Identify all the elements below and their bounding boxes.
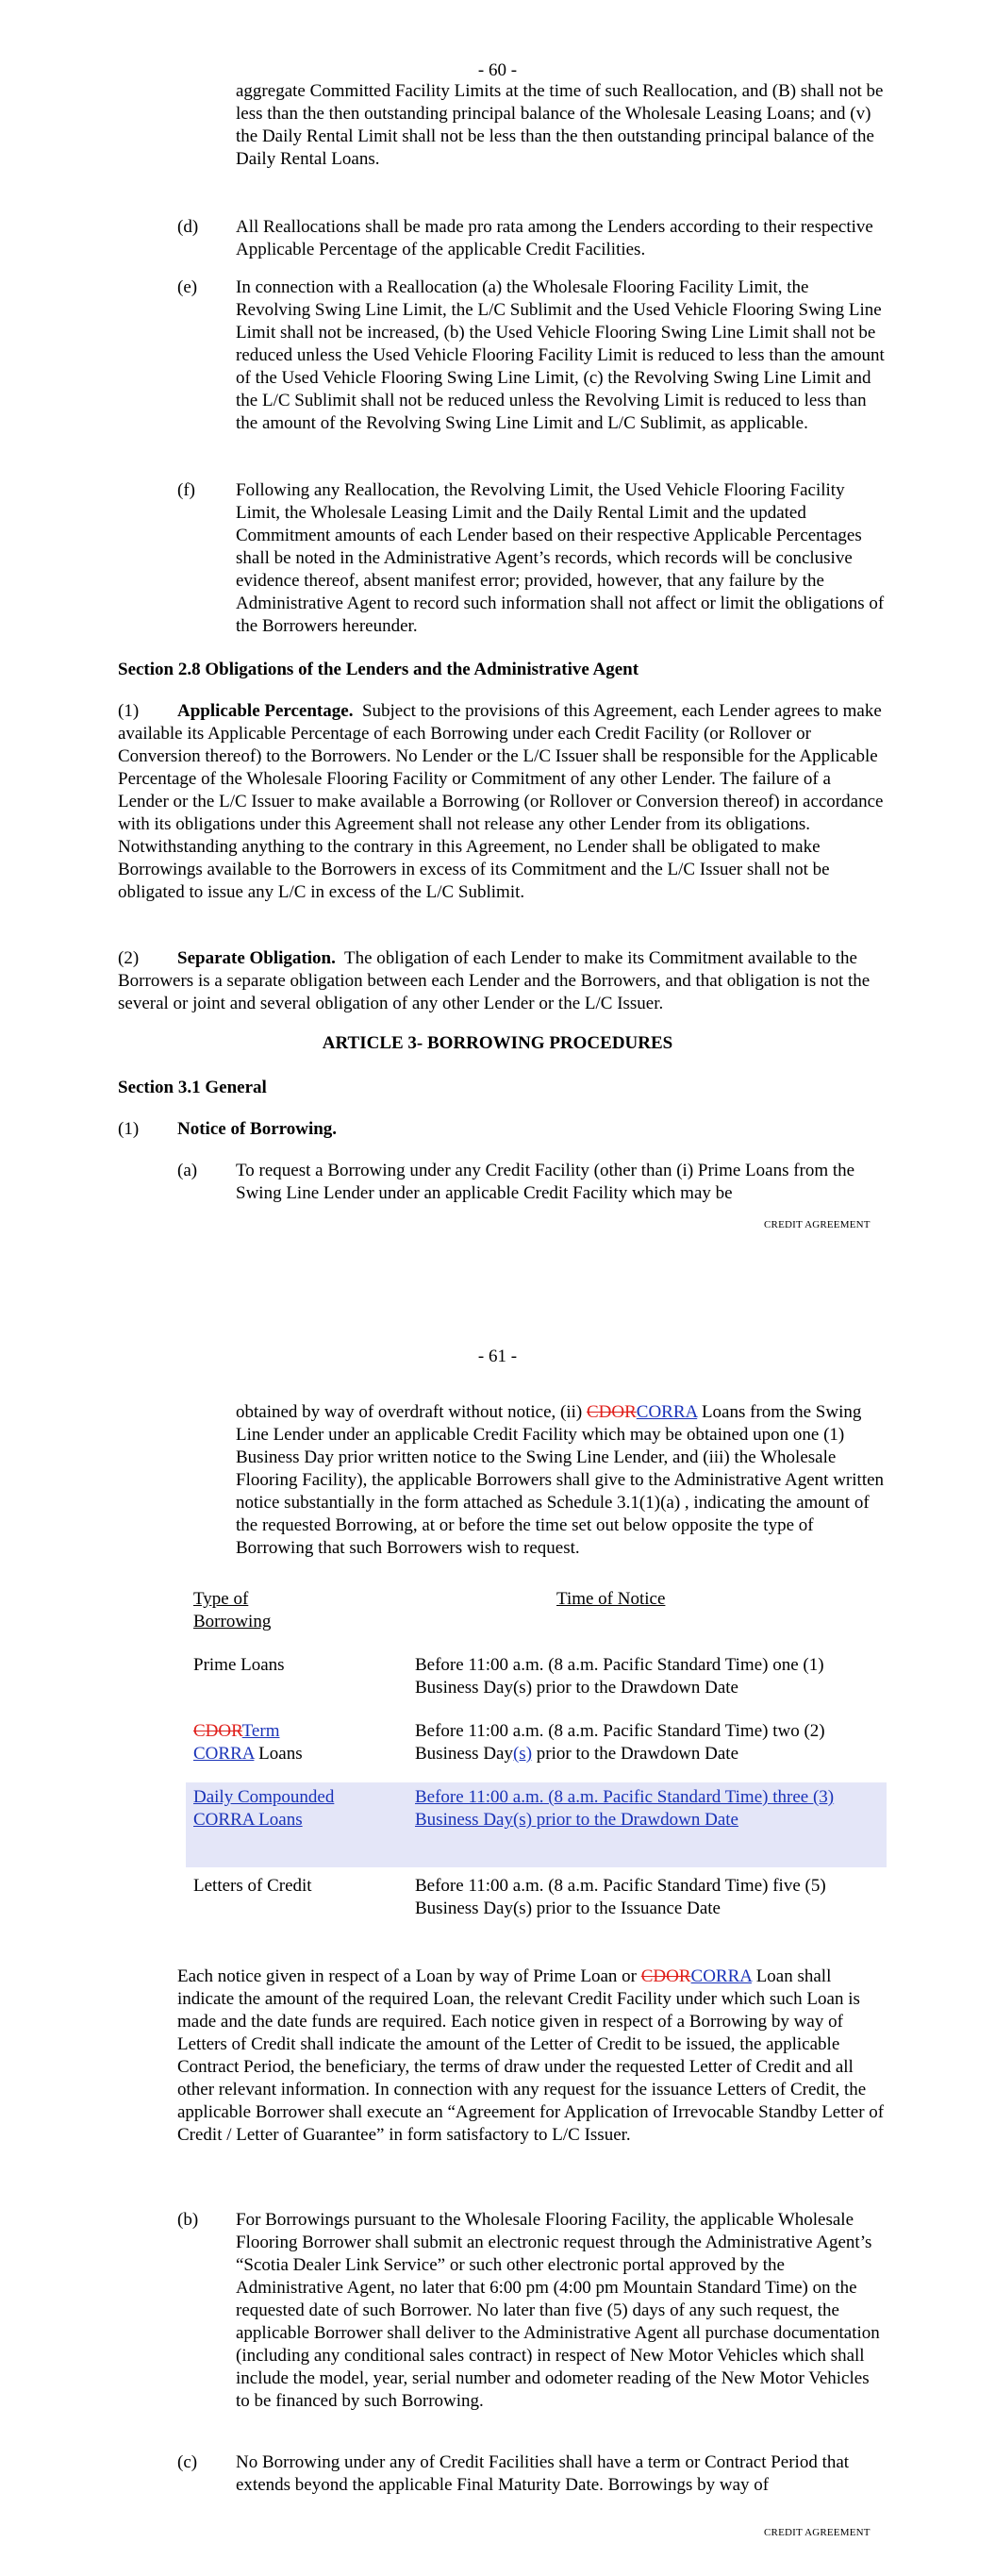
notice-of-borrowing-title: Notice of Borrowing. bbox=[177, 1119, 338, 1139]
table-row-1-time: Before 11:00 a.m. (8 a.m. Pacific Standard Time) one (1) Business Day(s) prior to the Drawdown Date bbox=[415, 1655, 824, 1698]
item-text-b: For Borrowings pursuant to the Wholesale Flooring Facility, the applicable Wholesale Flooring Borrower shall submit an electronic request through the Administrative Agent’s “Scotia Dealer Link Service” or such other electronic portal approved by the Administrative Agent, no later that 6:00 pm (4:00 pm Mountain Standard Time) on the requested date of such Borrower. No later than five (5) days of any such request, the applicable Borrower shall deliver to the Administrative Agent all purchase documentation (including any conditional sales contract) in respect of New Motor Vehicles which shall include the model, year, serial number and odometer reading of the New Motor Vehicles to be financed by such Borrowing. bbox=[236, 2210, 880, 2411]
page-footer: CREDIT AGREEMENT bbox=[764, 1219, 871, 1230]
deleted-text: CDOR bbox=[193, 1721, 242, 1741]
inserted-text: CORRA bbox=[636, 1402, 698, 1422]
text-run: Loans from the Swing Line Lender under an applicable Credit Facility which may be obtained upon one (1) Business Day prior written notice to the Swing Line Lender, and (iii) the Wholesale Flooring Facility), the applicable Borrowers shall give to the Administrative Agent written notice substantially in the form attached as Schedule 3.1(1)(a) , indicating the amount of the requested Borrowing, at or before the time set out below opposite the type of Borrowing that such Borrowers wish to request. bbox=[236, 1402, 885, 1558]
item-a-continuation bbox=[236, 1401, 885, 1560]
table-row-1-type: Prime Loans bbox=[193, 1655, 285, 1675]
item-text-e: In connection with a Reallocation (a) the Wholesale Flooring Facility Limit, the Revolving Swing Line Limit, the L/C Sublimit and the Used Vehicle Flooring Swing Line Limit shall not be increased, (b) the Used Vehicle Flooring Swing Line Limit shall not be reduced unless the Used Vehicle Flooring Facility Limit is reduced to less than the amount of the Used Vehicle Flooring Swing Line Limit, (c) the Revolving Swing Line Limit and the L/C Sublimit shall not be reduced unless the Revolving Limit is reduced to less than the amount of the Revolving Swing Line Limit and L/C Sublimit, as applicable. bbox=[236, 277, 885, 433]
table-row-3-type: Daily Compounded CORRA Loans bbox=[193, 1787, 335, 1830]
item-label-c: (c) bbox=[177, 2452, 198, 2472]
item-text-f: Following any Reallocation, the Revolving Limit, the Used Vehicle Flooring Facility Limit, the Wholesale Leasing Limit and the Daily Rental Limit and the updated Commitment amounts of each Lender based on their respective Applicable Percentages shall be noted in the Administrative Agent’s records, which records will be conclusive evidence thereof, absent manifest error; provided, however, that any failure by the Administrative Agent to record such information shall not affect or limit the obligations of the Borrowers hereunder. bbox=[236, 480, 885, 636]
item-text-d: All Reallocations shall be made pro rata among the Lenders according to their respective Applicable Percentage of the applicable Credit Facilities. bbox=[236, 217, 873, 259]
paragraph-separate-obligation bbox=[118, 947, 884, 1015]
item-label-b: (b) bbox=[177, 2210, 199, 2230]
item-label-e: (e) bbox=[177, 277, 198, 297]
section-2-8-title: Section 2.8 Obligations of the Lenders and the Administrative Agent bbox=[118, 660, 639, 679]
notice-number: (1) bbox=[118, 1119, 140, 1139]
document-page-61 bbox=[0, 1297, 995, 2576]
para-heading: Separate Obligation. bbox=[177, 948, 336, 968]
table-row-2-type bbox=[193, 1720, 344, 1765]
article-3-title: ARTICLE 3- BORROWING PROCEDURES bbox=[322, 1033, 673, 1053]
table-header-type: Type of Borrowing bbox=[193, 1589, 272, 1631]
item-text-c: No Borrowing under any of Credit Facilities shall have a term or Contract Period that extends beyond the applicable Final Maturity Date. Borrowings by way of bbox=[236, 2452, 850, 2495]
text-run: prior to the Drawdown Date bbox=[532, 1744, 739, 1764]
text-run: Loan shall indicate the amount of the required Loan, the relevant Credit Facility under which such Loan is made and the date funds are required. Each notice given in respect of a Borrowing by way of Letters of Credit shall indicate the amount of the Letter of Credit to be issued, the applicable Contract Period, the beneficiary, the terms of draw under the requested Letter of Credit and all other relevant information. In connection with any request for the issuance Letters of Credit, the applicable Borrower shall execute an “Agreement for Application of Irrevocable Standby Letter of Credit / Letter of Guarantee” in form satisfactory to L/C Issuer. bbox=[177, 1966, 885, 2145]
text-run: Each notice given in respect of a Loan by way of Prime Loan or bbox=[177, 1966, 641, 1986]
table-header-time: Time of Notice bbox=[556, 1589, 666, 1609]
table-row-2-time bbox=[415, 1720, 882, 1765]
page-number: - 61 - bbox=[477, 1347, 518, 1366]
item-label-d: (d) bbox=[177, 217, 199, 237]
text-run: obtained by way of overdraft without notice, (ii) bbox=[236, 1402, 587, 1422]
notice-paragraph bbox=[177, 1965, 885, 2147]
para-heading: Applicable Percentage. bbox=[177, 701, 354, 721]
intro-paragraph: aggregate Committed Facility Limits at the time of such Reallocation, and (B) shall not be less than the then outstanding principal balance of the Wholesale Leasing Loans; and (v) the Daily Rental Limit shall not be less than the then outstanding principal balance of the Daily Rental Loans. bbox=[236, 81, 884, 169]
item-label-a: (a) bbox=[177, 1161, 198, 1180]
table-row-3-time: Before 11:00 a.m. (8 a.m. Pacific Standard Time) three (3) Business Day(s) prior to the Drawdown Date bbox=[415, 1787, 835, 1830]
text-run: Before 11:00 a.m. (8 a.m. Pacific Standard Time) two (2) Business Day bbox=[415, 1721, 825, 1764]
item-label-f: (f) bbox=[177, 480, 195, 500]
paragraph-applicable-percentage bbox=[118, 700, 884, 904]
deleted-text: CDOR bbox=[586, 1402, 637, 1422]
deleted-text: CDOR bbox=[640, 1966, 691, 1986]
item-text-a: To request a Borrowing under any Credit Facility (other than (i) Prime Loans from the Swing Line Lender under an applicable Credit Facility which may be bbox=[236, 1161, 855, 1203]
text-run: Loans bbox=[254, 1744, 303, 1764]
table-row-4-time: Before 11:00 a.m. (8 a.m. Pacific Standard Time) five (5) Business Day(s) prior to the Issuance Date bbox=[415, 1876, 826, 1918]
page-gap bbox=[0, 1279, 995, 1297]
document-page-60 bbox=[0, 0, 995, 1279]
page-number: - 60 - bbox=[477, 60, 518, 80]
para-number: (2) bbox=[118, 948, 140, 968]
inserted-text: CORRA bbox=[690, 1966, 752, 1986]
section-3-1-title: Section 3.1 General bbox=[118, 1078, 267, 1097]
inserted-text: Term CORRA bbox=[193, 1721, 280, 1764]
para-number: (1) bbox=[118, 701, 140, 721]
para-text: Subject to the provisions of this Agreement, each Lender agrees to make available its Applicable Percentage of each Borrowing under each Credit Facility (or Rollover or Conversion thereof) to the Borrowers. No Lender or the L/C Issuer shall be responsible for the Applicable Percentage of the Wholesale Flooring Facility or Commitment of any other Lender. The failure of a Lender or the L/C Issuer to make available a Borrowing (or Rollover or Conversion thereof) in accordance with its obligations under this Agreement shall not release any other Lender from its obligations. Notwithstanding anything to the contrary in this Agreement, no Lender shall be obligated to make Borrowings available to the Borrowers in excess of its Commitment and the L/C Issuer shall not be obligated to issue any L/C in excess of the L/C Sublimit. bbox=[118, 701, 884, 902]
table-row-4-type: Letters of Credit bbox=[193, 1876, 312, 1896]
para-text: The obligation of each Lender to make its Commitment available to the Borrowers is a separate obligation between each Lender and the Borrowers, and that obligation is not the several or joint and several obligation of any other Lender or the L/C Issuer. bbox=[118, 948, 871, 1013]
inserted-text: (s) bbox=[512, 1744, 533, 1764]
page-footer: CREDIT AGREEMENT bbox=[764, 2527, 871, 2538]
